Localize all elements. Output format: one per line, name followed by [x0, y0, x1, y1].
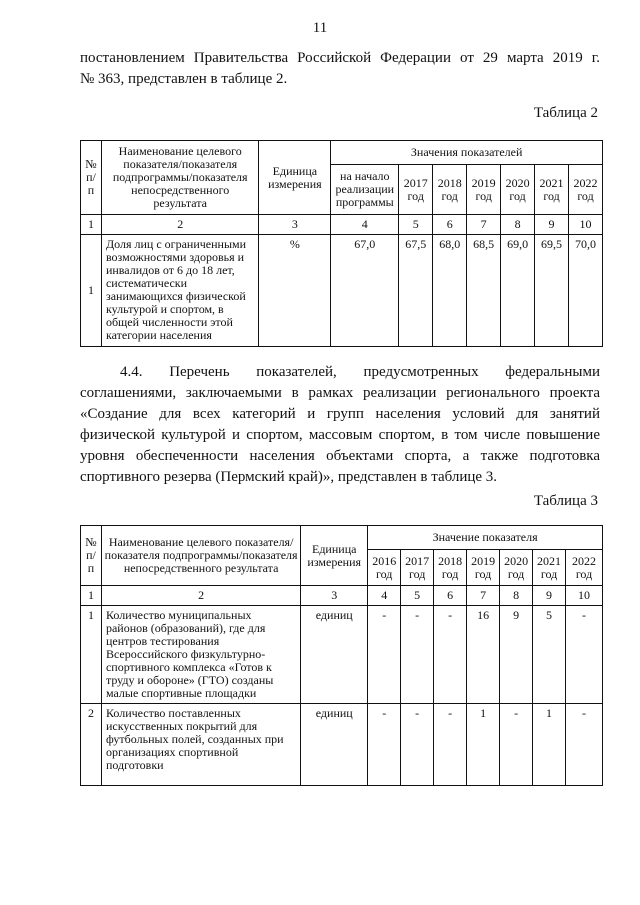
- header-year: 2021 год: [535, 165, 569, 215]
- row-num: 1: [81, 235, 102, 347]
- section-line: уровня обеспеченности населения объектами спорта, а также подготовка: [80, 448, 600, 464]
- table3-caption: Таблица 3: [533, 493, 598, 509]
- row-name: Доля лиц с ограниченными возможностями здоровья и инвалидов от 6 до 18 лет, систематически занимающихся физической культурой и спортом, в общей численности этой категории населения: [101, 235, 258, 347]
- col-number: 8: [500, 586, 533, 606]
- header-name: Наименование целевого показателя/показателя подпрограммы/показателя непосредственного результата: [101, 141, 258, 215]
- header-year: 2020 год: [501, 165, 535, 215]
- header-year: 2018 год: [434, 550, 467, 586]
- row-name: Количество муниципальных районов (образований), где для центров тестирования Всероссийского физкультурно-спортивного комплекса «Готов к труду и обороне» (ГТО) созданы малые спортивные площадки: [101, 606, 300, 704]
- row-value: -: [368, 704, 401, 786]
- col-number: 4: [368, 586, 401, 606]
- row-num: 1: [81, 606, 102, 704]
- col-number: 6: [433, 215, 467, 235]
- row-value: -: [566, 606, 603, 704]
- header-year: 2018 год: [433, 165, 467, 215]
- row-value: 5: [533, 606, 566, 704]
- table-row: [81, 606, 603, 704]
- header-year: 2016 год: [368, 550, 401, 586]
- row-value: 1: [533, 704, 566, 786]
- row-value: 69,0: [501, 235, 535, 347]
- intro-paragraph: [80, 48, 600, 90]
- table-header-row: [81, 526, 603, 550]
- header-unit: Единица измерения: [259, 141, 331, 215]
- row-num: 2: [81, 704, 102, 786]
- column-number-row: [81, 586, 603, 606]
- col-number: 5: [399, 215, 433, 235]
- header-year: 2017 год: [399, 165, 433, 215]
- col-number: 2: [101, 215, 258, 235]
- header-year: 2017 год: [401, 550, 434, 586]
- col-number: 1: [81, 586, 102, 606]
- header-year: 2022 год: [569, 165, 603, 215]
- page-number: 11: [312, 20, 328, 36]
- col-number: 3: [259, 215, 331, 235]
- intro-line: № 363, представлен в таблице 2.: [80, 71, 288, 87]
- col-number: 10: [569, 215, 603, 235]
- section-line: 4.4. Перечень показателей, предусмотренных федеральными: [120, 364, 600, 380]
- row-value: 9: [500, 606, 533, 704]
- col-number: 9: [535, 215, 569, 235]
- table-row: [81, 704, 603, 786]
- indicator-table-3: [80, 525, 603, 786]
- row-unit: единиц: [301, 606, 368, 704]
- header-start: на начало реализации программы: [331, 165, 399, 215]
- header-num: № п/п: [81, 526, 102, 586]
- col-number: 7: [467, 586, 500, 606]
- row-value: -: [368, 606, 401, 704]
- section-line: соглашениями, заключаемыми в рамках реализации регионального проекта: [80, 385, 600, 401]
- section-line: «Создание для всех категорий и групп населения условий для занятий: [80, 406, 600, 422]
- row-value: 1: [467, 704, 500, 786]
- row-name: Количество поставленных искусственных покрытий для футбольных полей, созданных при организациях спортивной подготовки: [101, 704, 300, 786]
- col-number: 3: [301, 586, 368, 606]
- header-year: 2022 год: [566, 550, 603, 586]
- row-value: 68,0: [433, 235, 467, 347]
- col-number: 8: [501, 215, 535, 235]
- intro-line: постановлением Правительства Российской Федерации от 29 марта 2019 г.: [80, 50, 600, 66]
- col-number: 2: [101, 586, 300, 606]
- row-value: 70,0: [569, 235, 603, 347]
- header-year: 2019 год: [467, 165, 501, 215]
- header-num: № п/п: [81, 141, 102, 215]
- row-value: -: [401, 606, 434, 704]
- header-year: 2020 год: [500, 550, 533, 586]
- col-number: 6: [434, 586, 467, 606]
- row-value: 16: [467, 606, 500, 704]
- header-values-group: Значение показателя: [368, 526, 603, 550]
- col-number: 1: [81, 215, 102, 235]
- table-row: [81, 235, 603, 347]
- section-line: физической культурой и спортом, массовым спортом, в том числе повышение: [80, 427, 600, 443]
- col-number: 5: [401, 586, 434, 606]
- section-line: спортивного резерва (Пермский край)», представлен в таблице 3.: [80, 469, 498, 485]
- row-value: -: [566, 704, 603, 786]
- row-value: -: [434, 606, 467, 704]
- row-value: 69,5: [535, 235, 569, 347]
- row-unit: единиц: [301, 704, 368, 786]
- col-number: 9: [533, 586, 566, 606]
- header-unit: Единица измерения: [301, 526, 368, 586]
- header-values-group: Значения показателей: [331, 141, 603, 165]
- row-value: -: [500, 704, 533, 786]
- col-number: 4: [331, 215, 399, 235]
- column-number-row: [81, 215, 603, 235]
- row-value: -: [434, 704, 467, 786]
- table2-caption: Таблица 2: [533, 105, 598, 121]
- header-name: Наименование целевого показателя/показателя подпрограммы/показателя непосредственного результата: [101, 526, 300, 586]
- col-number: 7: [467, 215, 501, 235]
- row-value: -: [401, 704, 434, 786]
- row-unit: %: [259, 235, 331, 347]
- table-header-row: [81, 141, 603, 165]
- indicator-table-2: [80, 140, 603, 347]
- row-value: 68,5: [467, 235, 501, 347]
- row-start-value: 67,0: [331, 235, 399, 347]
- section-paragraph: [80, 362, 600, 488]
- row-value: 67,5: [399, 235, 433, 347]
- header-year: 2021 год: [533, 550, 566, 586]
- header-year: 2019 год: [467, 550, 500, 586]
- col-number: 10: [566, 586, 603, 606]
